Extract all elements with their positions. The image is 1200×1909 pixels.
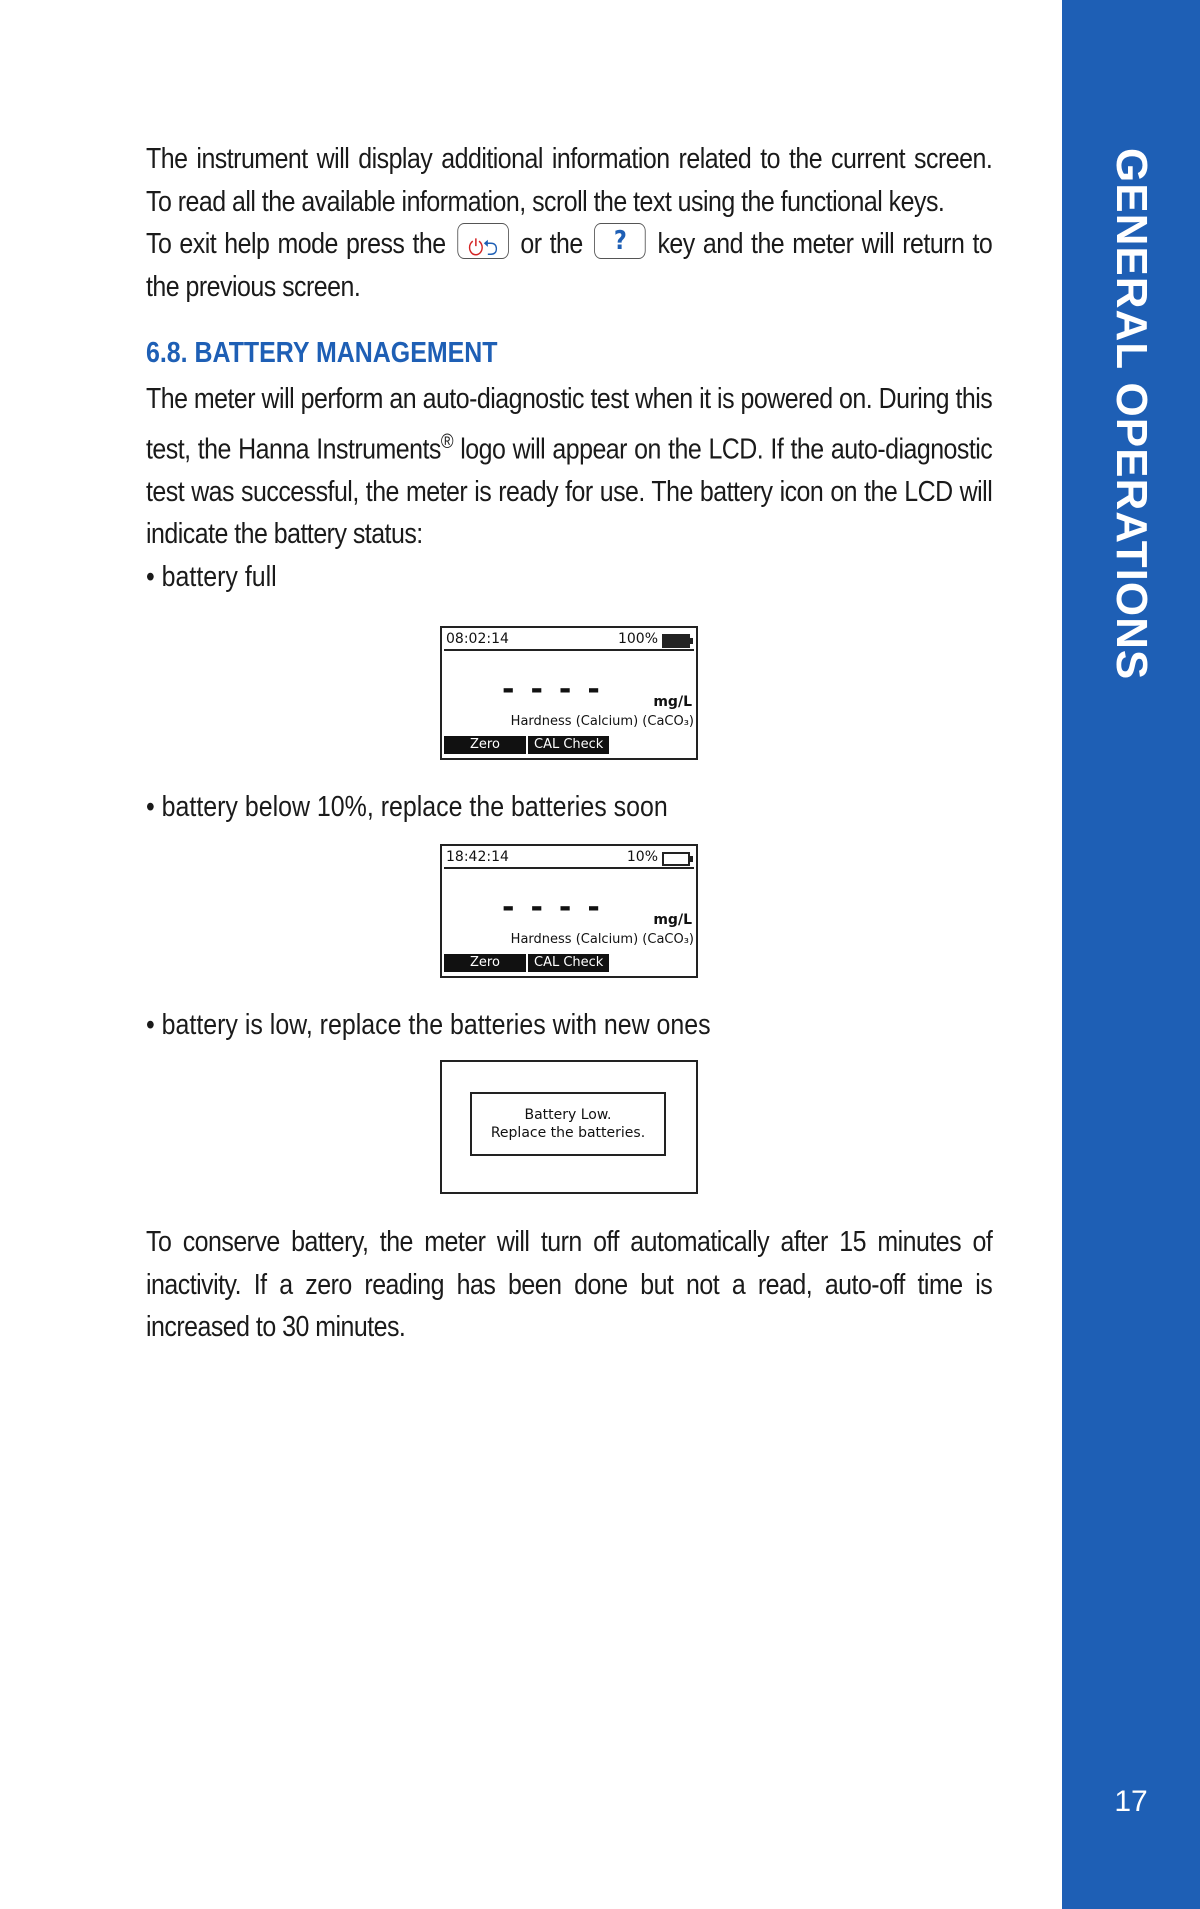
lcd-battery-low-warning bbox=[440, 844, 698, 978]
help-key-icon: ? bbox=[594, 223, 646, 259]
battery-low-dialog bbox=[470, 1092, 666, 1156]
softkey-cal-check: CAL Check bbox=[528, 736, 609, 754]
lcd-softkeys bbox=[444, 736, 609, 754]
lcd-battery-full bbox=[440, 626, 698, 760]
page-content bbox=[146, 138, 992, 598]
lcd-unit: mg/L bbox=[653, 912, 692, 928]
exit-help-text-b: or the bbox=[520, 228, 583, 260]
battery-empty-icon bbox=[662, 852, 690, 866]
softkey-cal-check: CAL Check bbox=[528, 954, 609, 972]
power-return-key-icon: ⏻⮌ bbox=[457, 223, 509, 259]
battery-low-line1: Battery Low. bbox=[524, 1107, 612, 1123]
battery-full-icon bbox=[662, 634, 690, 648]
bullet-battery-below-10: • battery below 10%, replace the batteries soon bbox=[146, 791, 668, 823]
lcd-battery-percent: 100% bbox=[617, 631, 658, 647]
lcd-time: 08:02:14 bbox=[446, 631, 509, 647]
battery-low-line2: Replace the batteries. bbox=[490, 1125, 646, 1141]
exit-help-text-c: key and the meter will return to the previous screen. bbox=[146, 228, 993, 303]
lcd-status-bar bbox=[444, 848, 694, 869]
lcd-status-bar bbox=[444, 630, 694, 651]
lcd-time: 18:42:14 bbox=[446, 849, 509, 865]
lcd-parameter: Hardness (Calcium) (CaCO₃) bbox=[510, 932, 694, 947]
battery-intro-paragraph bbox=[146, 378, 992, 556]
intro-paragraph: The instrument will display additional information related to the current screen. To read all the available information, scroll the text using the functional keys. bbox=[146, 143, 993, 218]
exit-help-paragraph bbox=[146, 223, 992, 308]
lcd-softkeys bbox=[444, 954, 609, 972]
auto-off-paragraph: To conserve battery, the meter will turn off automatically after 15 minutes of inactivity. If a zero reading has been done but not a read, auto-off time is increased to 30 minutes. bbox=[146, 1226, 993, 1343]
bullet-battery-full: • battery full bbox=[146, 560, 277, 593]
softkey-zero: Zero bbox=[444, 736, 526, 754]
registered-mark: ® bbox=[440, 430, 454, 453]
bullet-battery-low: • battery is low, replace the batteries with new ones bbox=[146, 1009, 711, 1041]
lcd-battery-percent: 10% bbox=[626, 849, 658, 865]
lcd-unit: mg/L bbox=[653, 694, 692, 710]
section-heading: 6.8. BATTERY MANAGEMENT bbox=[146, 337, 498, 369]
chapter-sidebar bbox=[1062, 0, 1200, 1909]
lcd-battery-low-message bbox=[440, 1060, 698, 1194]
battery-intro-text-a: The meter will perform an auto-diagnostic test when it is powered on. During this test, the Hanna Instruments bbox=[146, 383, 993, 466]
chapter-title: GENERAL OPERATIONS bbox=[1107, 148, 1156, 681]
page-number: 17 bbox=[1114, 1785, 1148, 1818]
exit-help-text-a: To exit help mode press the bbox=[146, 228, 446, 260]
lcd-reading: ---- bbox=[502, 890, 616, 925]
battery-intro-text-b: logo will appear on the LCD. If the auto-diagnostic test was successful, the meter is ready for use. The battery icon on the LCD will indicate the battery status: bbox=[146, 433, 993, 551]
lcd-reading: ---- bbox=[502, 672, 616, 707]
softkey-zero: Zero bbox=[444, 954, 526, 972]
lcd-parameter: Hardness (Calcium) (CaCO₃) bbox=[510, 714, 694, 729]
